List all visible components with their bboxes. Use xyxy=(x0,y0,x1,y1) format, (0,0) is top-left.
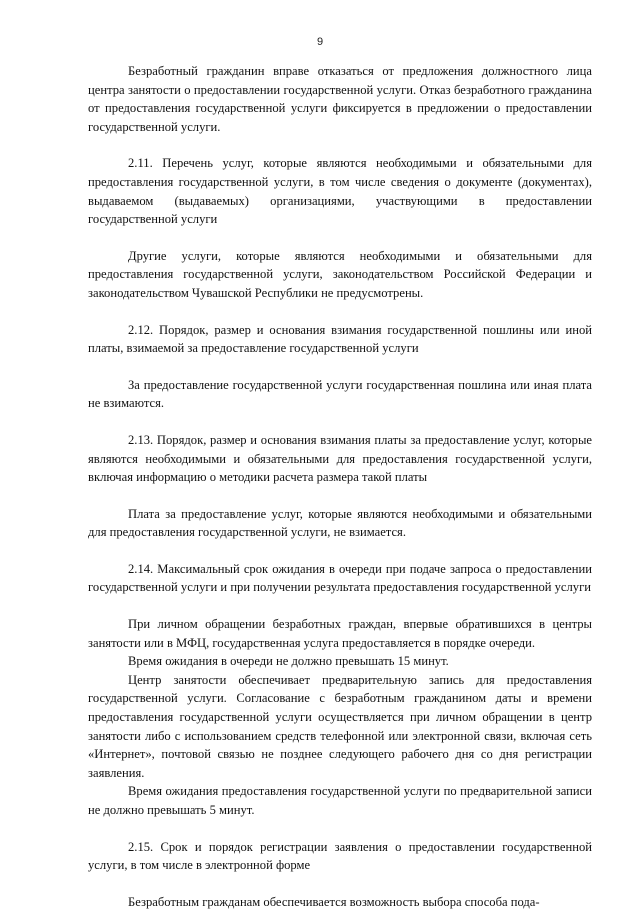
paragraph-wait-15-min: Время ожидания в очереди не должно превышать 15 минут. xyxy=(128,654,449,669)
paragraph-no-fee: За предоставление государственной услуги государственная пошлина или иная плата не взимаются. xyxy=(88,377,592,411)
paragraph-gap xyxy=(88,136,592,154)
section-heading-2-11: 2.11. Перечень услуг, которые являются необходимыми и обязательными для предоставления государственной услуги, в том числе сведения о документе (документах), выдаваемом (выдаваемых) организациями, участвующими в предоставлении государственной услуги xyxy=(88,156,592,227)
page-number: 9 xyxy=(316,36,324,48)
paragraph-other-services: Другие услуги, которые являются необходимыми и обязательными для предоставления государственной услуги, законодательством Российской Федерации и законодательством Чувашской Республики не предусмотрены. xyxy=(88,248,592,300)
paragraph-gap xyxy=(88,358,592,376)
paragraph-gap xyxy=(88,303,592,321)
paragraph-gap xyxy=(88,597,592,615)
paragraph-gap xyxy=(88,542,592,560)
section-heading-2-12: 2.12. Порядок, размер и основания взимания государственной пошлины или иной платы, взимаемой за предоставление государственной услуги xyxy=(88,322,592,356)
section-heading-2-14: 2.14. Максимальный срок ожидания в очереди при подаче запроса о предоставлении государственной услуги и при получении результата предоставления государственной услуги xyxy=(88,561,592,595)
paragraph-wait-5-min: Время ожидания предоставления государственной услуги по предварительной записи не должно превышать 5 минут. xyxy=(88,784,592,817)
paragraph-gap xyxy=(88,229,592,247)
paragraph-pre-registration: Центр занятости обеспечивает предварительную запись для предоставления государственной услуги. Согласование с безработным гражданином даты и времени предоставления государственной услуги осуществляется при личном обращении в центр занятости либо с использованием средств телефонной или электронной связи, включая сеть «Интернет», почтовой связью не позднее следующего рабочего дня со дня регистрации заявления. xyxy=(88,672,592,780)
paragraph-gap xyxy=(88,820,592,838)
section-heading-2-15: 2.15. Срок и порядок регистрации заявления о предоставлении государственной услуги, в том числе в электронной форме xyxy=(88,839,592,873)
paragraph-refusal: Безработный гражданин вправе отказаться от предложения должностного лица центра занятости о предоставлении государственной услуги. Отказ безработного гражданина от предоставления государственной услуги фиксируется в предложении о предоставлении государственной услуги. xyxy=(88,64,592,134)
paragraph-no-charge: Плата за предоставление услуг, которые являются необходимыми и обязательными для предоставления государственной услуги, не взимается. xyxy=(88,506,592,540)
paragraph-submission-choice: Безработным гражданам обеспечивается возможность выбора способа пода- xyxy=(128,894,540,909)
section-heading-2-13: 2.13. Порядок, размер и основания взимания платы за предоставление услуг, которые являются необходимыми и обязательными для предоставления государственной услуги, включая информацию о методики расчета размера такой платы xyxy=(88,432,592,485)
paragraph-queue-order: При личном обращении безработных граждан, впервые обратившихся в центры занятости или в МФЦ, государственная услуга предоставляется в порядке очереди. xyxy=(88,617,592,650)
paragraph-gap xyxy=(88,875,592,893)
document-body xyxy=(88,62,592,911)
paragraph-gap xyxy=(88,487,592,505)
paragraph-gap xyxy=(88,413,592,431)
